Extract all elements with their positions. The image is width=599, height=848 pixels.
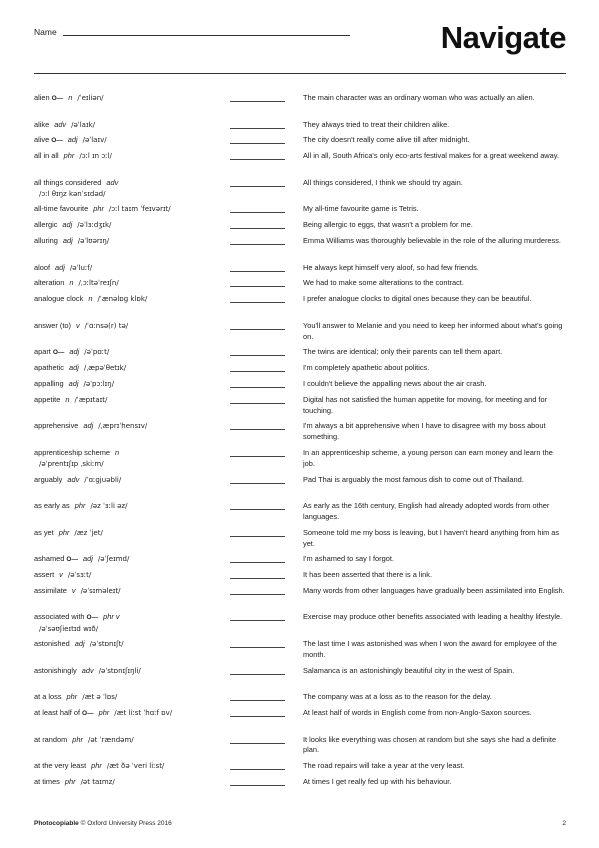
answer-blank[interactable]	[230, 639, 303, 649]
vocab-row	[34, 93, 566, 120]
vocab-row	[34, 475, 566, 502]
answer-line	[230, 578, 285, 579]
part-of-speech: phr	[93, 204, 104, 214]
vocab-word: apprehensive	[34, 421, 79, 431]
vocab-row	[34, 204, 566, 220]
pronunciation: /əˈlaɪk/	[71, 120, 95, 129]
part-of-speech: adj	[68, 378, 79, 388]
vocab-row	[34, 379, 566, 395]
example-sentence: All in all, South Africa's only eco-arts festival makes for a great weekend away.	[303, 151, 559, 161]
answer-blank[interactable]	[230, 586, 303, 596]
pronunciation: /ˈɑːnsə(r) tə/	[84, 321, 129, 330]
pronunciation: /ɔːl θɪŋz kənˈsɪdəd/	[39, 189, 106, 198]
vocab-term	[34, 151, 230, 162]
answer-line	[230, 355, 285, 356]
vocab-term	[34, 735, 230, 746]
answer-line	[230, 429, 285, 430]
pronunciation: /əz ˈɜːli əz/	[90, 502, 128, 511]
pronunciation: /ət taɪmz/	[80, 778, 115, 787]
pronunciation: /əˈpɑːt/	[84, 348, 110, 357]
answer-line	[230, 509, 285, 510]
vocab-term	[34, 777, 230, 788]
example-sentence: He always kept himself very aloof, so had few friends.	[303, 262, 479, 272]
vocab-row	[34, 236, 566, 263]
vocab-row	[34, 666, 566, 693]
vocab-row	[34, 363, 566, 379]
vocab-row	[34, 120, 566, 136]
vocab-term	[34, 612, 230, 635]
example-sentence: My all-time favourite game is Tetris.	[303, 204, 419, 214]
part-of-speech: phr	[66, 692, 78, 702]
vocab-row	[34, 135, 566, 151]
answer-line	[230, 483, 285, 484]
example-sentence: At times I get really fed up with his behaviour.	[303, 777, 452, 787]
answer-line	[230, 371, 285, 372]
vocab-row	[34, 501, 566, 528]
pronunciation: /ɔːl taɪm ˈfeɪvərɪt/	[108, 205, 171, 214]
answer-line	[230, 403, 285, 404]
example-sentence: Salamanca is an astonishingly beautiful city in the west of Spain.	[303, 665, 515, 675]
pronunciation: /ˌɔːltəˈreɪʃn/	[78, 279, 119, 288]
vocab-word: at times	[34, 777, 60, 787]
vocab-row	[34, 612, 566, 639]
answer-blank[interactable]	[230, 93, 303, 103]
vocab-term	[34, 761, 230, 772]
oxford-key-icon: O—	[51, 137, 63, 145]
vocabulary-list	[34, 93, 566, 793]
vocab-row	[34, 421, 566, 448]
part-of-speech: adv	[81, 665, 94, 675]
answer-blank[interactable]	[230, 421, 303, 431]
vocab-term	[34, 692, 230, 703]
photocopiable-label: Photocopiable	[34, 820, 79, 827]
vocab-word: aloof	[34, 262, 51, 272]
answer-line	[230, 186, 285, 187]
answer-blank[interactable]	[230, 777, 303, 787]
vocab-word: analogue clock	[34, 294, 84, 304]
vocab-word: alive	[34, 135, 50, 145]
vocab-word: allergic	[34, 220, 58, 230]
pronunciation: /əˈlʊərɪŋ/	[77, 236, 110, 245]
part-of-speech: adj	[55, 262, 65, 272]
example-sentence: Someone told me my boss is leaving, but I haven't heard anything from him as yet.	[303, 527, 560, 548]
answer-blank[interactable]	[230, 278, 303, 288]
part-of-speech: adj	[69, 347, 80, 357]
vocab-row	[34, 294, 566, 321]
pronunciation: /ɔːl ɪn ɔːl/	[79, 152, 112, 161]
part-of-speech: adj	[62, 235, 73, 245]
part-of-speech: adj	[83, 421, 94, 431]
header-rule	[34, 73, 566, 74]
vocab-term	[34, 93, 230, 105]
vocab-term	[34, 708, 230, 720]
vocab-term	[34, 294, 230, 305]
example-sentence: I'm completely apathetic about politics.	[303, 363, 430, 373]
answer-line	[230, 456, 285, 457]
vocab-term	[34, 570, 230, 581]
pronunciation: /əˈsəʊʃieɪtɪd wɪð/	[39, 625, 99, 634]
answer-blank[interactable]	[230, 666, 303, 676]
part-of-speech: phr	[74, 501, 86, 511]
part-of-speech: adv	[106, 177, 119, 187]
pronunciation: /əˈlɜːdʒɪk/	[77, 221, 112, 230]
vocab-row	[34, 321, 566, 348]
answer-line	[230, 271, 285, 272]
part-of-speech: adj	[69, 363, 79, 373]
vocab-word: astonishingly	[34, 665, 77, 675]
pronunciation: /əˈpɔːlɪŋ/	[83, 379, 115, 388]
answer-line	[230, 286, 285, 287]
example-sentence: Emma Williams was thoroughly believable in the role of the alluring murderess.	[303, 235, 561, 245]
part-of-speech: adj	[82, 554, 93, 564]
answer-blank[interactable]	[230, 528, 303, 538]
oxford-key-icon: O—	[52, 349, 65, 357]
vocab-word: alteration	[34, 278, 65, 288]
vocab-word: astonished	[34, 639, 70, 649]
answer-blank[interactable]	[230, 204, 303, 214]
answer-blank[interactable]	[230, 708, 303, 718]
answer-blank[interactable]	[230, 321, 303, 331]
answer-line	[230, 674, 285, 675]
answer-line	[230, 769, 285, 770]
page-footer	[34, 820, 566, 827]
answer-blank[interactable]	[230, 294, 303, 304]
example-sentence: I prefer analogue clocks to digital ones because they can be beautiful.	[303, 294, 532, 304]
example-sentence: All things considered, I think we should try again.	[303, 177, 463, 187]
brand-logo: Navigate	[440, 20, 566, 55]
vocab-word: all-time favourite	[34, 204, 89, 214]
example-sentence: It has been asserted that there is a link.	[303, 570, 433, 580]
vocab-term	[34, 666, 230, 677]
pronunciation: /ˌæprɪˈhensɪv/	[98, 422, 148, 431]
answer-line	[230, 228, 285, 229]
part-of-speech: n	[69, 278, 74, 288]
vocab-word: alike	[34, 119, 50, 129]
page-number: 2	[562, 820, 566, 827]
vocab-word: assert	[34, 570, 55, 580]
example-sentence: Exercise may produce other benefits associated with leading a healthy lifestyle.	[303, 612, 563, 622]
name-label: Name	[34, 27, 57, 37]
pronunciation: /əˈlaɪv/	[82, 136, 107, 145]
copyright-text: © Oxford University Press 2016	[80, 820, 172, 827]
answer-line	[230, 785, 285, 786]
part-of-speech: phr v	[103, 612, 120, 622]
answer-line	[230, 143, 285, 144]
example-sentence: We had to make some alterations to the contract.	[303, 278, 464, 288]
vocab-word: all in all	[34, 151, 59, 161]
example-sentence: As early as the 16th century, English had already adopted words from other languages.	[303, 501, 550, 521]
answer-blank[interactable]	[230, 448, 303, 458]
oxford-key-icon: O—	[66, 556, 78, 564]
vocab-row	[34, 395, 566, 422]
example-sentence: They always tried to treat their children alike.	[303, 119, 450, 129]
part-of-speech: v	[71, 585, 76, 595]
answer-blank[interactable]	[230, 120, 303, 130]
part-of-speech: adj	[67, 135, 78, 145]
pronunciation: /æz ˈjet/	[74, 528, 103, 537]
pronunciation: /ˈɑːɡjuəbli/	[84, 475, 122, 484]
pronunciation: /əˈprentɪʃɪp ˌskiːm/	[39, 459, 104, 468]
pronunciation: /əˈstɒnɪʃɪŋli/	[98, 666, 141, 675]
answer-line	[230, 647, 285, 648]
part-of-speech: phr	[64, 777, 76, 787]
answer-blank[interactable]	[230, 501, 303, 511]
vocab-term	[34, 347, 230, 359]
answer-line	[230, 329, 285, 330]
example-sentence: At least half of words in English come from non-Anglo-Saxon sources.	[303, 708, 532, 718]
vocab-term	[34, 421, 230, 432]
answer-blank[interactable]	[230, 554, 303, 564]
part-of-speech: phr	[91, 761, 102, 771]
pronunciation: /ˌæpəˈθetɪk/	[83, 364, 127, 373]
example-sentence: The main character was an ordinary woman who was actually an alien.	[303, 93, 535, 102]
vocab-row	[34, 347, 566, 363]
example-sentence: The road repairs will take a year at the very least.	[303, 761, 465, 771]
part-of-speech: v	[75, 320, 80, 330]
vocab-word: assimilate	[34, 585, 67, 595]
answer-line	[230, 536, 285, 537]
vocab-word: alluring	[34, 235, 58, 245]
part-of-speech: adj	[62, 220, 73, 230]
answer-blank[interactable]	[230, 692, 303, 702]
answer-line	[230, 620, 285, 621]
vocab-term	[34, 220, 230, 231]
example-sentence: I'm ashamed to say I forgot.	[303, 554, 394, 564]
answer-blank[interactable]	[230, 475, 303, 485]
vocab-term	[34, 639, 230, 650]
vocab-term	[34, 363, 230, 374]
example-sentence: Many words from other languages have gradually been assimilated into English.	[303, 585, 565, 595]
vocab-row	[34, 178, 566, 205]
example-sentence: I couldn't believe the appalling news about the air crash.	[303, 378, 487, 388]
answer-blank[interactable]	[230, 178, 303, 188]
answer-line	[230, 594, 285, 595]
oxford-key-icon: O—	[86, 614, 99, 622]
vocab-term	[34, 586, 230, 597]
vocab-term	[34, 263, 230, 274]
vocab-word: as yet	[34, 527, 54, 537]
vocab-word: appetite	[34, 394, 61, 404]
vocab-word: alien	[34, 93, 50, 102]
pronunciation: /æt ə ˈlɒs/	[82, 693, 118, 702]
pronunciation: /ˈæpɪtaɪt/	[74, 395, 108, 404]
answer-line	[230, 212, 285, 213]
vocab-term	[34, 395, 230, 406]
vocab-word: ashamed	[34, 554, 65, 564]
vocab-row	[34, 586, 566, 613]
example-sentence: The last time I was astonished was when I won the award for employee of the month.	[303, 639, 557, 659]
example-sentence: Being allergic to eggs, that wasn't a problem for me.	[303, 220, 473, 230]
vocab-term	[34, 554, 230, 566]
vocab-row	[34, 528, 566, 555]
vocab-word: at a loss	[34, 692, 62, 702]
vocab-row	[34, 151, 566, 178]
vocab-word: apprenticeship scheme	[34, 447, 111, 457]
vocab-word: arguably	[34, 474, 63, 484]
example-sentence: The twins are identical; only their parents can tell them apart.	[303, 347, 503, 357]
vocab-row	[34, 735, 566, 762]
answer-blank[interactable]	[230, 761, 303, 771]
part-of-speech: adj	[74, 639, 85, 649]
vocab-row	[34, 692, 566, 708]
vocab-word: appalling	[34, 378, 64, 388]
vocab-term	[34, 528, 230, 539]
part-of-speech: v	[59, 570, 63, 580]
pronunciation: /ət ˈrændəm/	[87, 735, 134, 744]
answer-blank[interactable]	[230, 379, 303, 389]
vocab-word: all things considered	[34, 177, 102, 187]
example-sentence: The city doesn't really come alive till after midnight.	[303, 135, 470, 145]
part-of-speech: phr	[72, 734, 83, 744]
pronunciation: /əˈsɪməleɪt/	[80, 586, 121, 595]
oxford-key-icon: O—	[82, 710, 94, 718]
part-of-speech: n	[88, 294, 93, 304]
pronunciation: /əˈluːf/	[69, 263, 93, 272]
name-write-line	[63, 35, 350, 36]
answer-line	[230, 244, 285, 245]
example-sentence: Pad Thai is arguably the most famous dish to come out of Thailand.	[303, 474, 524, 484]
part-of-speech: phr	[98, 708, 110, 718]
vocab-word: as early as	[34, 501, 70, 511]
vocab-row	[34, 554, 566, 570]
example-sentence: I'm always a bit apprehensive when I have to disagree with my boss about something.	[303, 421, 546, 442]
vocab-term	[34, 120, 230, 131]
vocab-word: at the very least	[34, 761, 87, 771]
answer-blank[interactable]	[230, 363, 303, 373]
answer-line	[230, 101, 285, 102]
vocab-row	[34, 639, 566, 666]
answer-blank[interactable]	[230, 395, 303, 405]
vocab-row	[34, 278, 566, 294]
answer-blank[interactable]	[230, 151, 303, 161]
vocab-term	[34, 178, 230, 200]
vocab-term	[34, 321, 230, 332]
example-sentence: In an apprenticeship scheme, a young person can earn money and learn the job.	[303, 447, 553, 468]
vocab-row	[34, 263, 566, 279]
pronunciation: /əˈʃeɪmd/	[97, 555, 130, 564]
vocab-row	[34, 777, 566, 793]
answer-blank[interactable]	[230, 236, 303, 246]
vocab-word: apathetic	[34, 363, 64, 373]
vocab-row	[34, 708, 566, 735]
answer-blank[interactable]	[230, 220, 303, 230]
answer-line	[230, 743, 285, 744]
answer-line	[230, 302, 285, 303]
vocab-word: apart	[34, 347, 51, 357]
pronunciation: /əˈsɜːt/	[67, 571, 92, 580]
answer-line	[230, 716, 285, 717]
vocab-row	[34, 448, 566, 475]
example-sentence: It looks like everything was chosen at random but she says she had a definite plan.	[303, 734, 557, 755]
pronunciation: /æt ðə ˈveri liːst/	[106, 762, 165, 771]
part-of-speech: phr	[63, 151, 75, 161]
vocab-term	[34, 501, 230, 512]
pronunciation: /æt liːst ˈhɑːf ɒv/	[114, 709, 173, 718]
vocab-row	[34, 761, 566, 777]
answer-line	[230, 128, 285, 129]
answer-line	[230, 159, 285, 160]
pronunciation: /ˈænəlɒɡ klɒk/	[97, 295, 148, 304]
vocab-term	[34, 236, 230, 247]
answer-blank[interactable]	[230, 735, 303, 745]
answer-blank[interactable]	[230, 263, 303, 273]
vocab-term	[34, 204, 230, 215]
example-sentence: You'll answer to Melanie and you need to keep her informed about what's going on.	[303, 320, 563, 341]
example-sentence: The company was at a loss as to the reason for the delay.	[303, 692, 492, 702]
vocab-term	[34, 278, 230, 289]
vocab-term	[34, 135, 230, 147]
oxford-key-icon: O—	[51, 95, 64, 102]
example-sentence: Digital has not satisfied the human appetite for moving, for meeting and for touching.	[303, 394, 548, 415]
answer-line	[230, 700, 285, 701]
vocab-term	[34, 475, 230, 486]
answer-blank[interactable]	[230, 612, 303, 622]
pronunciation: /ˈeɪliən/	[77, 94, 104, 102]
part-of-speech: adv	[54, 119, 67, 129]
vocab-row	[34, 220, 566, 236]
answer-line	[230, 562, 285, 563]
vocab-word: at random	[34, 734, 68, 744]
vocab-word: associated with	[34, 612, 85, 622]
part-of-speech: n	[65, 394, 70, 404]
answer-blank[interactable]	[230, 347, 303, 357]
vocab-word: at least half of	[34, 708, 81, 718]
answer-blank[interactable]	[230, 135, 303, 145]
part-of-speech: adv	[67, 474, 80, 484]
vocab-row	[34, 570, 566, 586]
vocab-word: answer (to)	[34, 320, 71, 330]
pronunciation: /əˈstɒnɪʃt/	[89, 640, 124, 649]
answer-line	[230, 387, 285, 388]
vocab-term	[34, 448, 230, 470]
part-of-speech: n	[115, 447, 120, 457]
part-of-speech: n	[68, 93, 73, 102]
answer-blank[interactable]	[230, 570, 303, 580]
vocab-term	[34, 379, 230, 390]
part-of-speech: phr	[58, 527, 70, 537]
